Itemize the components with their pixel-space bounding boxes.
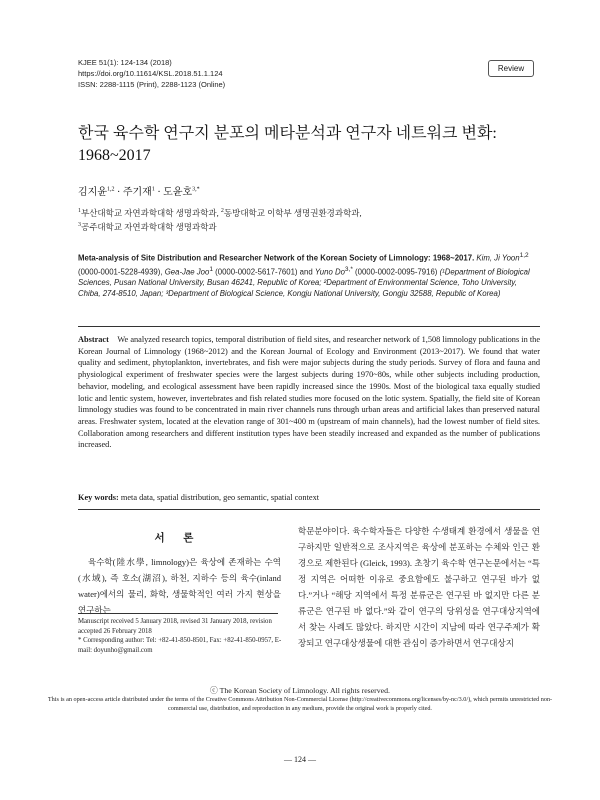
english-author: Yuno Do [314, 267, 345, 277]
author-list [78, 183, 200, 198]
affiliation-text: 공주대학교 자연과학대학 생명과학과 [81, 222, 217, 233]
paper-title [78, 123, 538, 167]
author-affil-mark: 1,2 [519, 252, 529, 259]
abstract-label: Abstract [78, 335, 109, 344]
footnote [78, 617, 288, 655]
affiliation-line-1 [78, 205, 538, 219]
affiliation-text: 부산대학교 자연과학대학 생명과학과, [81, 207, 221, 218]
orcid: (0000-0002-0095-7916) [352, 267, 440, 277]
body-left-column: 육수학(陸水學, limnology)은 육상에 존재하는 수역(水域), 즉 호소(湖沼), 하천, 지하수 등의 육수(inland water)에서의 물리, 화학, 생물학적인 여러 가지 현상을 연구하는 [78, 557, 281, 615]
issn-line: ISSN: 2288-1115 (Print), 2288-1123 (Online) [78, 80, 226, 89]
title-line-2: 1968~2017 [78, 147, 151, 164]
citation-line: KJEE 51(1): 124-134 (2018) [78, 58, 172, 67]
section-heading-introduction: 서 론 [154, 533, 202, 544]
keywords [78, 492, 540, 503]
author-affil-mark: 1 [151, 186, 155, 193]
author-affil-mark: 3,* [344, 265, 353, 273]
author-name: 도윤호 [163, 187, 193, 198]
article-type-badge: Review [488, 60, 534, 77]
author-name: 주기재 [122, 187, 152, 198]
abstract-bottom-rule [78, 509, 540, 510]
body-right-column: 학문분야이다. 육수학자들은 다양한 수생태계 환경에서 생물을 연구하지만 일반적으로 조사지역은 육상에 분포하는 수체와 인근 환경으로 제한된다 (Gleick, 1993). 초창기 육수학 연구논문에서는 “특정 지역은 어떠한 이유로 중요함에도 불구하고 연구된 바가 없다.”거나 “해당 지역에서 특정 분류군은 연구된 바 없지만 다른 분류군은 연구된 바 없다.”와 같이 연구의 당위성을 연구대상지역에서 찾는 사례도 많았다. 하지만 시간이 지남에 따라 연구주제가 확장되고 연구대상생물에 대한 관심이 증가하면서 연구대상지 [298, 526, 540, 648]
orcid: (0000-0002-5617-7601) and [212, 267, 315, 277]
english-title: Meta-analysis of Site Distribution and Researcher Network of the Korean Society of Limnology: 1968~2017. [78, 253, 475, 263]
license-block [40, 685, 560, 713]
affil-mark: 2 [220, 208, 224, 214]
english-author: Kim, Ji Yoon [476, 253, 520, 263]
affil-mark: 3 [78, 222, 81, 229]
english-title-block [78, 250, 540, 299]
affiliation-text: 동방대학교 이학부 생명권환경과학과, [223, 207, 362, 218]
corresponding-author: * Corresponding author: Tel: +82-41-850-8501, Fax: +82-41-850-0957, E-mail: doyunho@gmail.com [78, 637, 282, 654]
orcid: (0000-0001-5228-4939), [78, 267, 165, 277]
author-name: 김지윤 [78, 187, 107, 198]
footnote-rule [78, 613, 278, 614]
page-number: ― 124 ― [284, 755, 316, 764]
author-separator: · [114, 187, 123, 198]
author-affil-mark: 1,2 [106, 186, 115, 193]
abstract-top-rule [78, 326, 540, 327]
affiliations [78, 205, 538, 234]
english-author: Gea-Jae Joo [164, 267, 210, 277]
english-affiliations: (¹Department of Biological Sciences, Pusan National University, Busan 46241, Republic of Korea; ²Department of Environmental Science, Toho University, Chiba, 274-8510, Japan; ³Department of Biological Science, Kongju National University, Gongju 32588, Republic of Korea) [78, 267, 530, 299]
abstract [78, 334, 540, 451]
author-affil-mark: 1 [209, 265, 213, 273]
abstract-text: We analyzed research topics, temporal distribution of field sites, and researcher network of 1,508 limnology publications in the Korean Journal of Limnology (1968~2012) and the Korean Journal of Ecology and Environment (2013~2017). We found that water quality and sediment, phytoplankton, invertebrates, and fish were major subjects during the study periods. Survey of flora and fauna and physiological experiment of freshwater species were the largest subjects during 1970~80s, while other subjects including production, behavior, modeling, and ecological assessment have been rapidly increased since the 1990s. Most of the biological taxa equally studied lotic and lentic system, however, invertebrates and fish related studies more focused on the lotic system. Spatially, the field site of Korean limnology studies was found to be concentrated in main river channels runs through urban areas and artificial lakes than preserved natural areas. Freshwater system, located at the elevation range of 301~400 m (upstream of main channels), had the lowest number of field sites. Collaboration among researchers and different institution types have been steadily increased and expanded as the number of publications increased. [78, 335, 541, 450]
keywords-text: meta data, spatial distribution, geo semantic, spatial context [120, 493, 320, 502]
title-line-1: 한국 육수학 연구지 분포의 메타분석과 연구자 네트워크 변화: [78, 125, 497, 142]
keywords-label: Key words: [78, 493, 119, 502]
doi-link[interactable]: https://doi.org/10.11614/KSL.2018.51.1.124 [78, 69, 223, 78]
author-separator: · [154, 187, 164, 198]
copyright-line: ⓒ The Korean Society of Limnology. All rights reserved. [210, 686, 390, 695]
journal-header [78, 57, 225, 90]
author-affil-mark: 3,* [192, 186, 200, 193]
affiliation-line-2 [78, 219, 538, 233]
affil-mark: 1 [78, 208, 81, 214]
manuscript-dates: Manuscript received 5 January 2018, revised 31 January 2018, revision accepted 26 February 2018 [78, 618, 272, 635]
license-terms: This is an open-access article distributed under the terms of the Creative Commons Attribution Non-Commercial License (http://creativecommons.org/licenses/by-nc/3.0/), which permits unrestricted non-commercial use, distribution, and reproduction in any medium, provide the original work is properly cited. [47, 696, 553, 712]
